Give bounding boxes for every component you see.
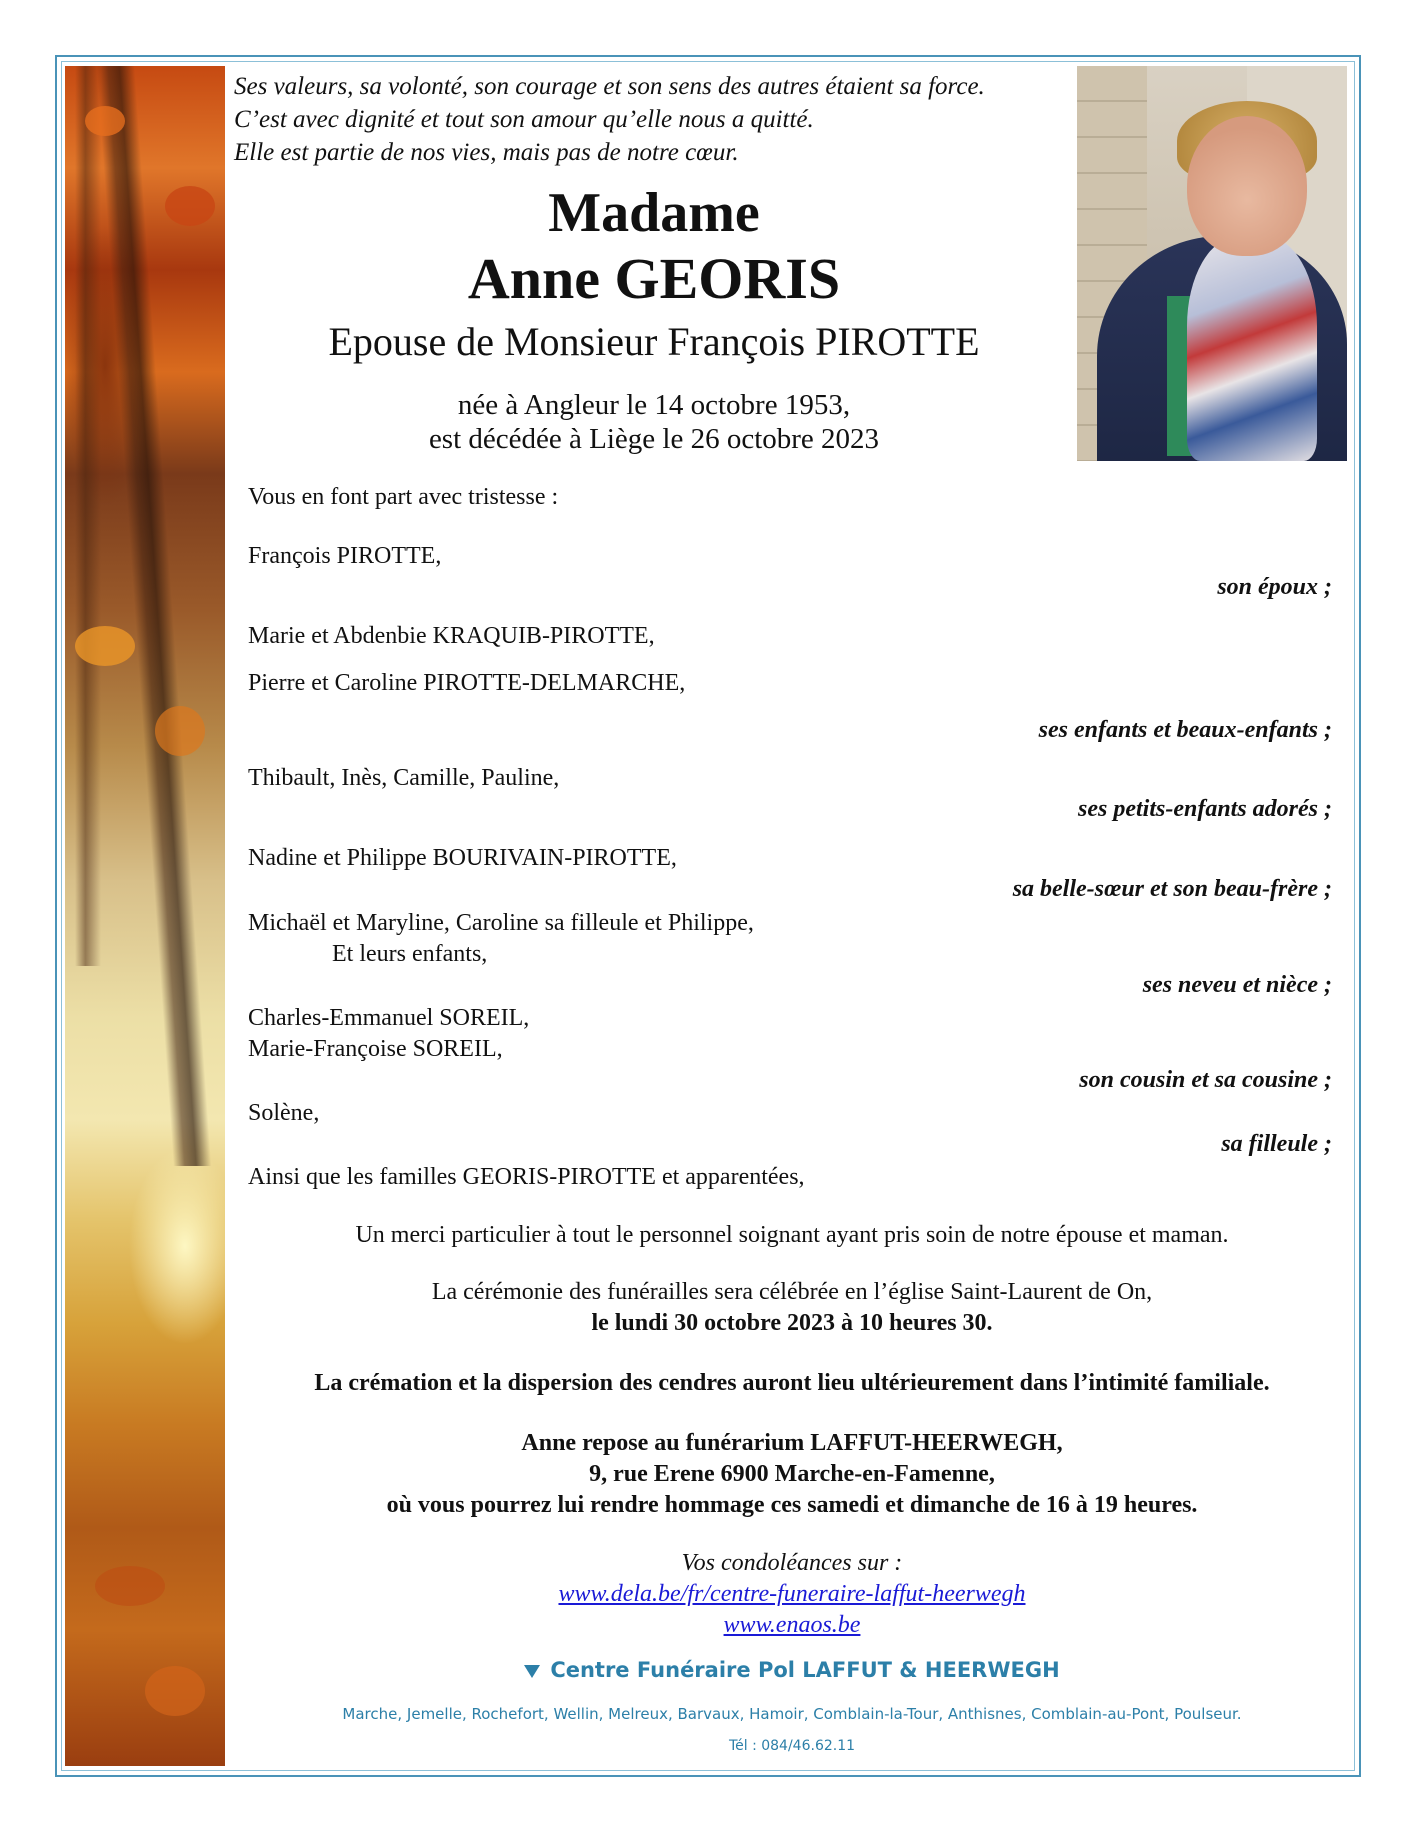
ceremony-date: le lundi 30 octobre 2023 à 10 heures 30. — [591, 1310, 993, 1336]
quote-line: Elle est partie de nos vies, mais pas de notre cœur. — [234, 139, 739, 166]
family-role: sa belle-sœur et son beau-frère ; — [1012, 876, 1332, 902]
family-role: son époux ; — [1217, 574, 1332, 600]
spouse-line: Epouse de Monsieur François PIROTTE — [328, 319, 980, 364]
family-intro: Vous en font part avec tristesse : — [248, 484, 559, 510]
funeral-home-logo — [234, 1658, 1350, 1682]
family-role: ses petits-enfants adorés ; — [1078, 796, 1332, 822]
funeral-home-name: Centre Funéraire Pol LAFFUT & HEERWEGH — [550, 1658, 1060, 1682]
deceased-name: Anne GEORIS — [467, 246, 841, 311]
ceremony-location: La cérémonie des funérailles sera célébrée en l’église Saint-Laurent de On, — [431, 1279, 1153, 1305]
leaf-cluster — [75, 626, 135, 666]
quote-line: Ses valeurs, sa volonté, son courage et son sens des autres étaient sa force. — [234, 73, 985, 100]
photo-face — [1187, 116, 1307, 256]
visiting-hours: où vous pourrez lui rendre hommage ces samedi et dimanche de 16 à 19 heures. — [386, 1492, 1198, 1518]
death-line: est décédée à Liège le 26 octobre 2023 — [428, 423, 880, 455]
condolences-link-dela[interactable]: www.dela.be/fr/centre-funeraire-laffut-heerwegh — [558, 1581, 1026, 1607]
family-role: ses enfants et beaux-enfants ; — [1038, 717, 1332, 743]
honorific: Madame — [548, 182, 760, 244]
leaf-cluster — [165, 186, 215, 226]
quote-line: C’est avec dignité et tout son amour qu’elle nous a quitté. — [234, 106, 814, 133]
funeral-home-phone: Tél : 084/46.62.11 — [728, 1738, 856, 1754]
tree-trunk-left — [75, 66, 101, 966]
cremation-note: La crémation et la dispersion des cendres auront lieu ultérieurement dans l’intimité familiale. — [314, 1370, 1270, 1396]
family-member: Michaël et Maryline, Caroline sa filleule et Philippe, — [248, 910, 754, 936]
leaf-cluster — [85, 106, 125, 136]
family-member: Pierre et Caroline PIROTTE-DELMARCHE, — [248, 670, 686, 696]
family-member: Et leurs enfants, — [332, 941, 488, 967]
family-member: Ainsi que les familles GEORIS-PIROTTE et apparentées, — [248, 1164, 805, 1190]
family-member: Marie et Abdenbie KRAQUIB-PIROTTE, — [248, 623, 655, 649]
condolences-label: Vos condoléances sur : — [681, 1550, 903, 1576]
leaf-cluster — [145, 1666, 205, 1716]
family-role: ses neveu et nièce ; — [1142, 972, 1332, 998]
funeral-home-locations: Marche, Jemelle, Rochefort, Wellin, Melreux, Barvaux, Hamoir, Comblain-la-Tour, Anthisnes, Comblain-au-Pont, Poulseur. — [342, 1705, 1242, 1723]
funerarium-line: Anne repose au funérarium LAFFUT-HEERWEGH, — [521, 1430, 1063, 1456]
triangle-down-icon — [524, 1665, 540, 1678]
family-role: son cousin et sa cousine ; — [1079, 1067, 1332, 1093]
epitaph-quote — [234, 70, 985, 169]
family-member: François PIROTTE, — [248, 543, 442, 569]
leaf-cluster — [95, 1566, 165, 1606]
condolences-link-enaos[interactable]: www.enaos.be — [723, 1612, 861, 1638]
family-member: Thibault, Inès, Camille, Pauline, — [248, 765, 560, 791]
family-member: Charles-Emmanuel SOREIL, — [248, 1005, 530, 1031]
thanks-note: Un merci particulier à tout le personnel soignant ayant pris soin de notre épouse et maman. — [355, 1222, 1229, 1248]
family-member: Marie-Françoise SOREIL, — [248, 1036, 503, 1062]
autumn-forest-image — [65, 66, 225, 1766]
funerarium-address: 9, rue Erene 6900 Marche-en-Famenne, — [589, 1461, 995, 1487]
family-role: sa filleule ; — [1221, 1131, 1332, 1157]
photo-scarf — [1187, 236, 1317, 461]
birth-line: née à Angleur le 14 octobre 1953, — [457, 389, 851, 421]
family-member: Solène, — [248, 1100, 320, 1126]
family-member: Nadine et Philippe BOURIVAIN-PIROTTE, — [248, 845, 677, 871]
leaf-cluster — [155, 706, 205, 756]
portrait-photo — [1077, 66, 1347, 461]
tree-trunk — [97, 66, 212, 1166]
